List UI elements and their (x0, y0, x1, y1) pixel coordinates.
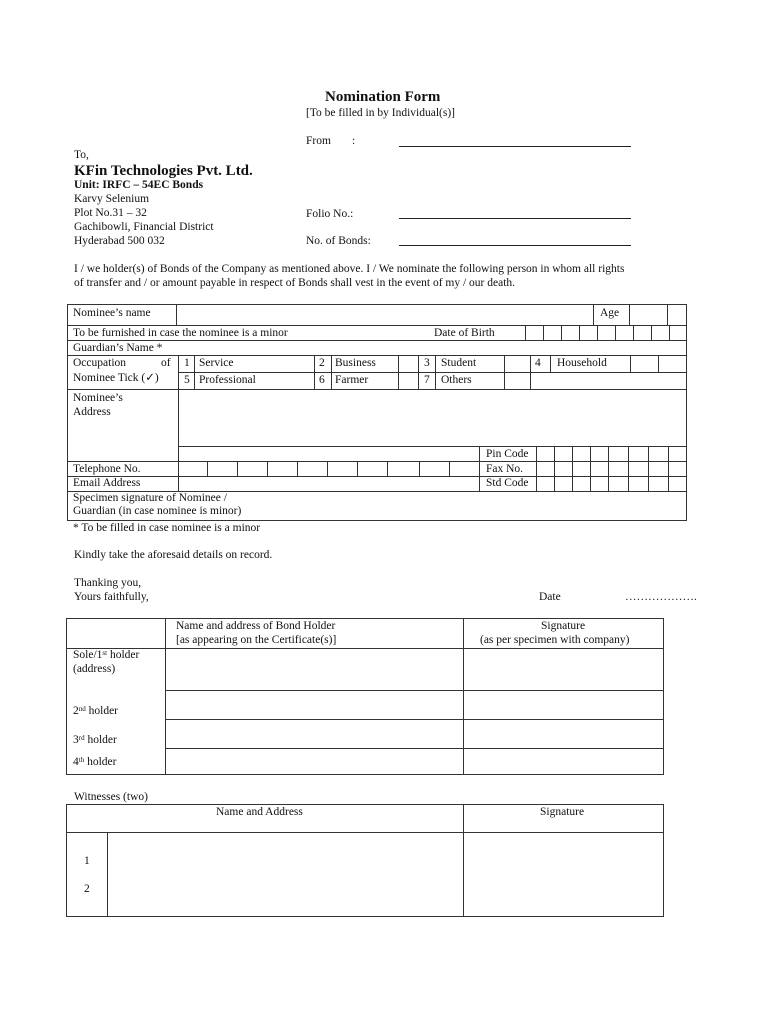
occupation-label: Occupation (73, 357, 127, 369)
sole-holder-name-field[interactable] (167, 650, 462, 689)
declaration-line-1: I / we holder(s) of Bonds of the Company as mentioned above. I / We nominate the following person in whom all rights (74, 263, 625, 275)
occupation-num: 5 (184, 374, 190, 386)
occupation-num: 7 (424, 374, 430, 386)
minor-note: To be furnished in case the nominee is a minor (73, 327, 288, 339)
occupation-num: 4 (535, 357, 541, 369)
witness-number-2: 2 (84, 883, 90, 895)
dob-label: Date of Birth (434, 327, 495, 339)
thanking-text: Thanking you, (74, 577, 142, 589)
unit-label: Unit: IRFC – 54EC Bonds (74, 179, 204, 191)
folio-label: Folio No.: (306, 208, 354, 220)
email-field[interactable] (180, 477, 478, 490)
second-holder-label: 2nd holder (73, 705, 119, 717)
witness-name-field[interactable] (109, 834, 462, 915)
occupation-num: 6 (319, 374, 325, 386)
address-line-3: Gachibowli, Financial District (74, 221, 214, 233)
occupation-num: 3 (424, 357, 430, 369)
occupation-farmer[interactable]: Farmer (335, 374, 369, 386)
witness-col-signature: Signature (540, 806, 585, 818)
holders-col-signature: Signature (541, 620, 586, 632)
nominee-address-field[interactable] (180, 391, 685, 445)
nominee-address-label: Nominee’s (73, 392, 123, 404)
email-label: Email Address (73, 477, 141, 489)
from-field[interactable] (399, 146, 631, 147)
form-title: Nomination Form (325, 89, 441, 105)
occupation-of: of (161, 357, 171, 369)
third-holder-label: 3rd holder (73, 734, 117, 746)
from-colon: : (352, 135, 356, 147)
holders-col-name-sub: [as appearing on the Certificate(s)] (176, 634, 337, 646)
witness-number-1: 1 (84, 855, 90, 867)
to-label: To, (74, 149, 89, 161)
guardian-label: Guardian’s Name * (73, 342, 163, 354)
fourth-holder-label: 4th holder (73, 756, 117, 768)
address-line-1: Karvy Selenium (74, 193, 150, 205)
yours-faithfully-text: Yours faithfully, (74, 591, 149, 603)
company-name: KFin Technologies Pvt. Ltd. (74, 163, 253, 179)
pin-code-label: Pin Code (486, 448, 529, 460)
occupation-professional[interactable]: Professional (199, 374, 256, 386)
occupation-student[interactable]: Student (441, 357, 477, 369)
folio-field[interactable] (399, 218, 631, 219)
occupation-num: 1 (184, 357, 190, 369)
date-label: Date (539, 591, 561, 603)
holders-col-name: Name and address of Bond Holder (176, 620, 336, 632)
occupation-others[interactable]: Others (441, 374, 472, 386)
declaration-line-2: of transfer and / or amount payable in respect of Bonds shall vest in the event of my / our death. (74, 277, 516, 289)
date-field[interactable]: ………………. (625, 591, 697, 603)
from-label: From (306, 135, 331, 147)
std-code-label: Std Code (486, 477, 529, 489)
holders-col-signature-sub: (as per specimen with company) (480, 634, 630, 646)
nominee-address-label-2: Address (73, 406, 111, 418)
occupation-service[interactable]: Service (199, 357, 234, 369)
address-line-4: Hyderabad 500 032 (74, 235, 165, 247)
witnesses-title: Witnesses (two) (74, 791, 148, 803)
sole-holder-address-label: (address) (73, 663, 116, 675)
sole-holder-label: Sole/1st holder (73, 649, 140, 661)
form-subtitle: [To be filled in by Individual(s)] (306, 107, 455, 119)
occupation-household[interactable]: Household (557, 357, 607, 369)
bonds-field[interactable] (399, 245, 631, 246)
witness-signature-field[interactable] (465, 834, 662, 915)
fax-label: Fax No. (486, 463, 524, 475)
record-note: Kindly take the aforesaid details on record. (74, 549, 273, 561)
address-line-2: Plot No.31 – 32 (74, 207, 147, 219)
minor-footnote: * To be filled in case nominee is a minor (73, 522, 261, 534)
sole-holder-signature-field[interactable] (465, 650, 662, 689)
nominee-name-field[interactable] (178, 306, 591, 323)
specimen-signature-label: Specimen signature of Nominee / (73, 492, 227, 504)
specimen-signature-label-2: Guardian (in case nominee is minor) (73, 505, 242, 517)
bonds-label: No. of Bonds: (306, 235, 371, 247)
age-label: Age (600, 307, 620, 319)
witness-col-name: Name and Address (216, 806, 303, 818)
nominee-name-label: Nominee’s name (73, 307, 151, 319)
occupation-business[interactable]: Business (335, 357, 376, 369)
telephone-label: Telephone No. (73, 463, 141, 475)
nominee-tick-label: Nominee Tick (✓) (73, 372, 159, 384)
occupation-num: 2 (319, 357, 325, 369)
